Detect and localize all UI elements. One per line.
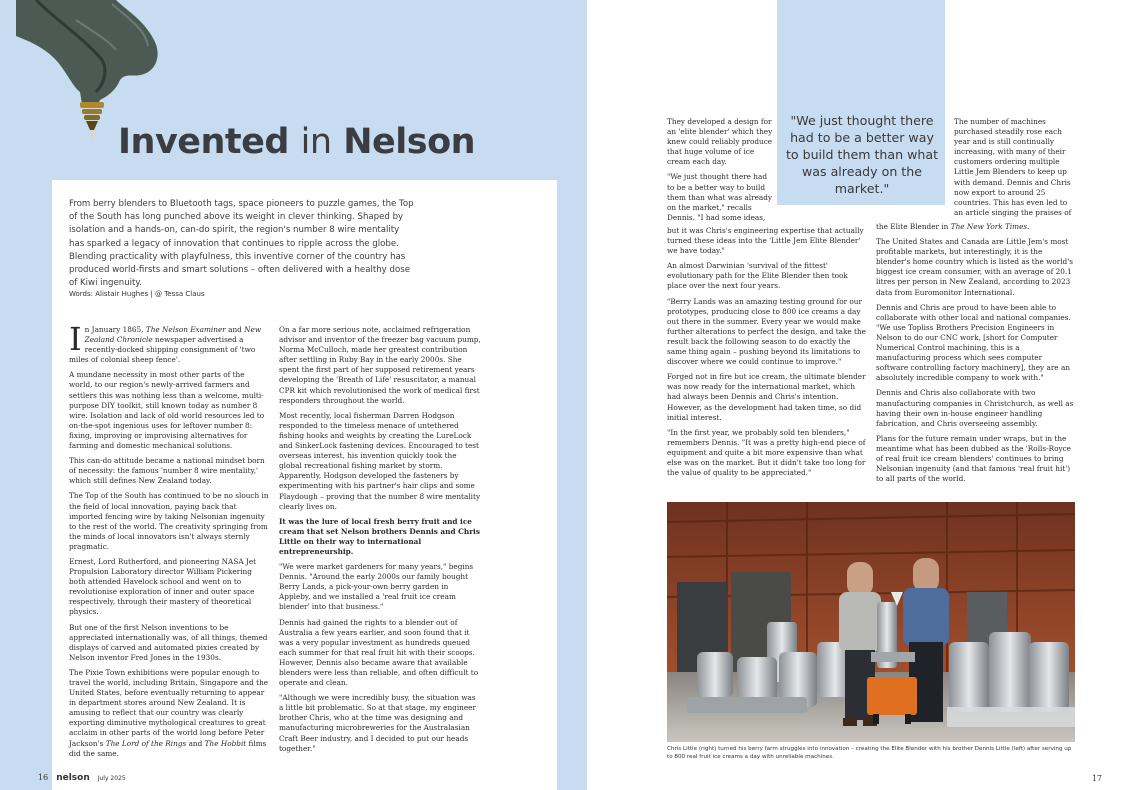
paragraph: A mundane necessity in most other parts of the world, to our region's newly-arrived farmers and settlers this was nothing less than a welcome, multi-purpose DIY toolkit, still known today as number 8 wire. Isolation and lack of old world resources led to on-the-spot ingenious uses for leftover number 8: fixing, improving or improvising alternatives for farming and domestic mechanical solutions. (69, 370, 265, 451)
paragraph: Dennis had gained the rights to a blender out of Australia a few years earlier, and soon found that it was a very popular investment as hundreds queued each summer for that real fruit hit with their scoops. However, Dennis also became aware that available blenders were less than reliable, and often difficult to operate and clean. (279, 617, 479, 688)
paragraph: but it was Chris's engineering expertise that actually turned these ideas into the 'Little Jem Elite Blender' we have today." (667, 226, 864, 256)
text-run: . (1027, 222, 1030, 231)
text-run: n January 1865, (84, 325, 146, 334)
right-page (587, 0, 1140, 790)
paragraph: Forged not in fire but ice cream, the ultimate blender was now ready for the international market, which had always been Dennis and Chris's intention. However, as the development had taken time, so did initial interest. (667, 372, 866, 422)
paragraph: An almost Darwinian 'survival of the fittest' evolutionary path for the Elite Blender then took place over the next four years. (667, 261, 848, 291)
factory-photo (667, 502, 1075, 742)
publication-name: The Nelson Examiner (145, 325, 226, 334)
publication-name: New Zealand Chronicle (84, 325, 262, 345)
text-run: the Elite Blender in (876, 222, 951, 231)
text-run: and (225, 325, 245, 334)
paragraph: "Although we were incredibly busy, the situation was a little bit problematic. So at that stage, my engineer brother Chris, who at the time was designing and manufacturing microbreweries for the Australasian Craft Beer industry, and I decided to put our heads together." (279, 693, 476, 753)
left-page (0, 0, 557, 790)
page-number: 17 (1091, 774, 1102, 783)
paragraph: The United States and Canada are Little Jem's most profitable markets, but interestingly, it is the blender's home country which is listed as the world's biggest ice cream consumer, with an average of 20.1 litres per person in New Zealand, according to 2023 data from Euromonitor International. (876, 237, 1073, 297)
paragraph: The Top of the South has continued to be no slouch in the field of local innovation, paying back that imported fencing wire by taking Nelsonian ingenuity to the rest of the world. The creativity springing from the minds of local innovators isn't always sternly pragmatic. (69, 491, 269, 551)
paragraph: But one of the first Nelson inventions to be appreciated internationally was, of all things, themed displays of carved and automated pixies created by Nelson inventor Fred Jones in the 1930s. (69, 622, 268, 662)
standfirst: From berry blenders to Bluetooth tags, space pioneers to puzzle games, the Top of the South has long punched above its weight in clever thinking. Shaped by isolation and a hands-on, can-do spirit, the region's number 8 wire mentality has sparked a legacy of innovation that continues to ripple across the globe. Blending practicality with playfulness, this inventive corner of the country has produced world-firsts and smart solutions – often delivered with a healthy dose of Kiwi ingenuity. (69, 199, 414, 289)
magazine-brand: nelson (56, 773, 90, 783)
photo-caption: Chris Little (right) turned his berry farm struggles into innovation – creating the Elite Blender with his brother Dennis Little (left) after serving up to 800 real fruit ice creams a day with unreliable machines. (667, 746, 1072, 760)
paragraph: Plans for the future remain under wraps, but in the meantime what has been dubbed as the 'Rolls-Royce of real fruit ice cream blenders' continues to bring Nelsonian ingenuity (and that famous 'real fruit hit') to all parts of the world. (876, 433, 1071, 484)
paragraph: Most recently, local fisherman Darren Hodgson responded to the timeless menace of untethered fishing hooks and weights by creating the LureLock and SinkerLock fastening devices. Encouraged to test overseas interest, his invention quickly took the global recreational fishing market by storm. Apparently, Hodgson developed the fasteners by experimenting with his partner's hair clips and some Playdough – proving that the number 8 wire mentality clearly lives on. (279, 410, 481, 511)
film-title: The Hobbit (204, 738, 247, 748)
body-column-2 (279, 325, 481, 759)
paragraph (876, 222, 1076, 232)
body-column-2-top (954, 117, 1074, 223)
paragraph: "We were market gardeners for many years," begins Dennis. "Around the early 2000s our family bought Berry Lands, a pick-your-own berry garden in Appleby, and we installed a 'real fruit ice cream blender' into that business." (279, 562, 474, 612)
title-word-invented: Invented (118, 122, 289, 162)
paragraph: They developed a design for an 'elite blender' which they knew could reliably produce that huge volume of ice cream each day. (667, 117, 773, 167)
byline-credit: Words: Alistair Hughes | @ Tessa Claus (69, 290, 205, 298)
paragraph: "Berry Lands was an amazing testing ground for our prototypes, producing close to 800 ice creams a day out there in the summer. Every year we would make further alterations to perfect the design, and take the result back the following season to do exactly the same thing again – pushing beyond its limitations to discover where we could continue to improve." (667, 296, 867, 367)
title-word-in: in (300, 122, 332, 162)
film-title: The Lord of the Rings (105, 738, 187, 748)
paragraph: Dennis and Chris are proud to have been able to collaborate with other local and national companies. "We use Topliss Brothers Precision Engineers in Nelson to do our CNC work, [short for Computer Numerical Control machining, this is a manufacturing process which sees computer software controlling factory machinery], they are an absolutely incredible company to work with." (876, 302, 1071, 383)
bold-lead-paragraph: It was the lure of local fresh berry fruit and ice cream that set Nelson brothers Dennis and Chris Little on their way to international entrepreneurship. (279, 516, 480, 556)
body-column-1-top (667, 117, 775, 228)
spread-gutter (557, 0, 587, 790)
paragraph: The number of machines purchased steadily rose each year and is still continually increasing, with many of their customers ordering multiple Little Jem Blenders to keep up with demand. Dennis and Chris now export to around 25 countries. This has even led to an article singing the praises of (954, 117, 1072, 217)
text-run: The Pixie Town exhibitions were popular enough to travel the world, including Britain, Singapore and the United States, before eventually returning to appear in department stores around New Zealand. It is amusing to reflect that our country was clearly exporting diminutive mythological creatures to great acclaim in other parts of the world long before Peter Jackson's (69, 667, 269, 748)
text-run: films did the same. (69, 738, 267, 758)
left-margin-band (0, 180, 52, 790)
text-run: and (186, 738, 205, 748)
body-column-2 (876, 222, 1076, 489)
body-column-1 (667, 226, 867, 483)
body-column-1 (69, 320, 269, 764)
publication-name: The New York Times (950, 222, 1028, 231)
paragraph (69, 668, 269, 759)
article-title (118, 122, 475, 162)
paragraph: This can-do attitude became a national mindset born of necessity: the famous 'number 8 wire mentality,' which still defines New Zealand today. (69, 456, 265, 486)
folio-right (1092, 774, 1102, 783)
folio-left (38, 773, 126, 783)
paragraph: Dennis and Chris also collaborate with two manufacturing companies in Christchurch, as well as having their own in-house engineer handling fabrication, and Chris overseeing assembly. (876, 388, 1074, 428)
pull-quote: "We just thought there had to be a better way to build them than what was already on the market." (785, 113, 939, 196)
paragraph: "We just thought there had to be a better way to build them than what was already on the market," recalls Dennis. "I had some ideas, (667, 172, 773, 222)
title-word-nelson: Nelson (343, 122, 476, 162)
text-run: newspaper advertised a recently-docked shipping consignment of 'two miles of colonial sheep fence'. (69, 335, 256, 365)
paragraph: Ernest, Lord Rutherford, and pioneering NASA Jet Propulsion Laboratory director William Pickering both attended Havelock school and went on to revolutionise exploration of inner and outer space respectively, through their mastery of theoretical physics. (69, 556, 257, 617)
page-number: 16 (38, 773, 49, 782)
paragraph: On a far more serious note, acclaimed refrigeration advisor and inventor of the freezer bag vacuum pump, Norma McCulloch, made her greatest contribution after settling in Ruby Bay in the early 2000s. She spent the first part of her supposed retirement years developing the 'Breath of Life' resuscitator, a manual CPR kit which revolutionised the work of medical first responders throughout the world. (279, 325, 481, 405)
drop-cap: I (69, 320, 82, 358)
paragraph: "In the first year, we probably sold ten blenders," remembers Dennis. "It was a pretty high-end piece of equipment and quite a bit more expensive than what else was on the market. But it didn't take too long for the value of quality to be appreciated." (667, 427, 866, 478)
paragraph (69, 320, 269, 365)
issue-date: July 2025 (97, 775, 126, 782)
